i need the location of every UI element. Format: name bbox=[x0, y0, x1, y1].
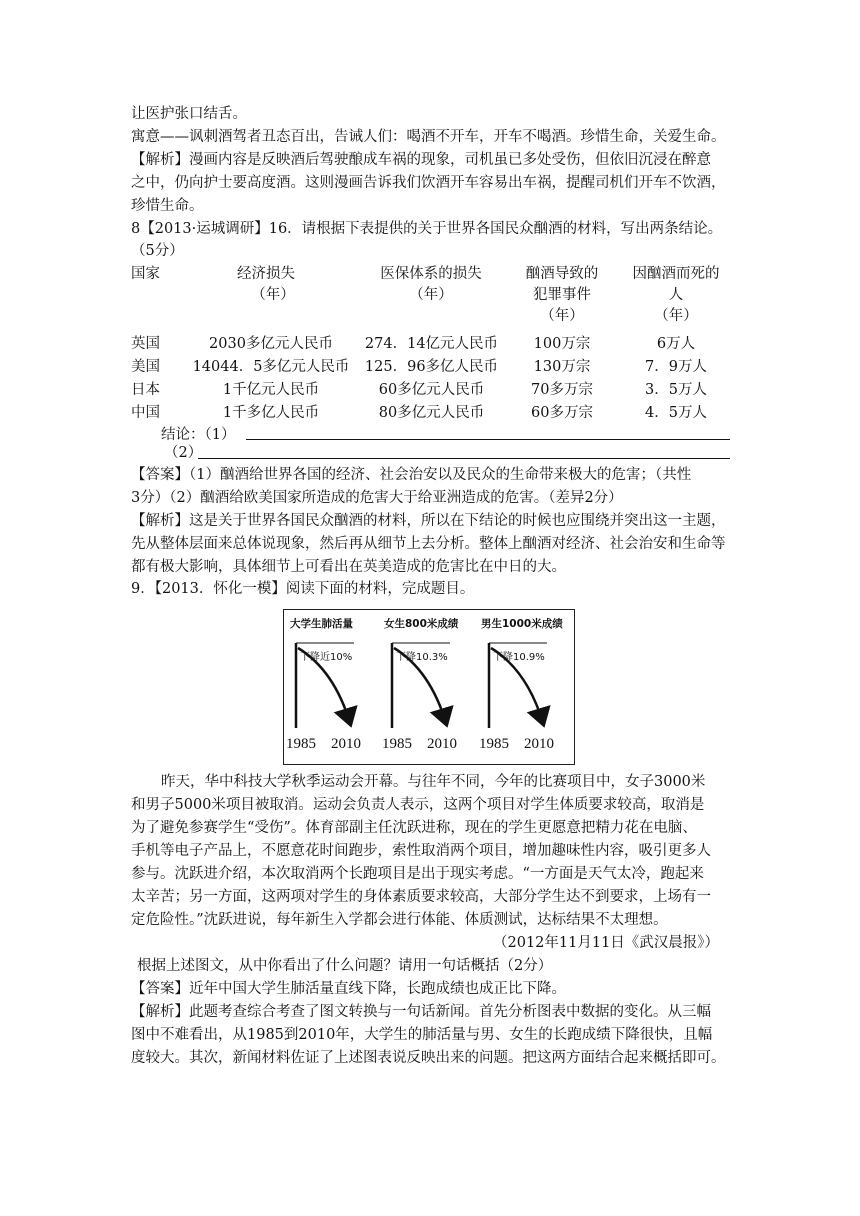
table-cell: 4．5万人 bbox=[645, 405, 707, 421]
panel-title: 女生800米成绩 bbox=[384, 618, 459, 630]
news-line: 和男子5000米项目被取消。运动会负责人表示，这两个项目对学生体质要求较高，取消是 bbox=[131, 797, 705, 813]
news-line: 太辛苦；另一方面，这两项对学生的身体素质要求较高，大部分学生达不到要求，上场有一 bbox=[131, 889, 711, 905]
table-cell: 80多亿元人民币 bbox=[378, 405, 485, 421]
conclusion-blank-1[interactable] bbox=[246, 439, 730, 440]
news-line: 为了避免参赛学生“受伤”。体育部副主任沈跃进称，现在的学生更愿意把精力花在电脑、 bbox=[131, 820, 697, 836]
news-line: 昨天，华中科技大学秋季运动会开幕。与往年不同，今年的比赛项目中，女子3000米 bbox=[161, 774, 706, 790]
year-start: 1985 bbox=[479, 736, 509, 752]
q9-analysis: 图中不难看出，从1985到2010年，大学生的肺活量与男、女生的长跑成绩下降很快，且幅 bbox=[131, 1027, 713, 1043]
table-cell: 60多亿元人民币 bbox=[378, 382, 485, 398]
year-start: 1985 bbox=[286, 736, 316, 752]
year-end: 2010 bbox=[427, 736, 457, 752]
news-line: 手机等电子产品上，不愿意花时间跑步，索性取消两个项目，增加趣味性内容，吸引更多人 bbox=[131, 843, 711, 859]
header-medical-loss: 医保体系的损失 （年） bbox=[380, 266, 482, 303]
q8-answer: 3分）（2）酗酒给欧美国家所造成的危害大于给亚洲造成的危害。（差异2分） bbox=[131, 490, 623, 506]
q8-analysis: 先从整体层面来总体说现象，然后再从细节上去分析。整体上酗酒对经济、社会治安和生命等 bbox=[131, 536, 726, 552]
conclusion-label: 结论：（1） bbox=[161, 427, 236, 443]
panel-drop-label: 下降10.3% bbox=[396, 652, 448, 663]
intro-analysis-line: 珍惜生命。 bbox=[131, 198, 204, 214]
table-cell: 日本 bbox=[131, 382, 160, 398]
decline-figure bbox=[283, 609, 575, 765]
conclusion-blank-2[interactable] bbox=[198, 458, 730, 459]
table-cell: 274．14亿元人民币 bbox=[364, 336, 499, 352]
intro-line: 让医护张口结舌。 bbox=[131, 106, 247, 122]
q8-analysis: 都有极大影响，具体细节上可看出在英美造成的危害比在中日的大。 bbox=[131, 559, 566, 575]
table-cell: 70多万宗 bbox=[531, 382, 593, 398]
header-crime: 酗酒导致的 犯罪事件 （年） bbox=[525, 266, 599, 324]
news-line: 定危险性。”沈跃进说，每年新生入学都会进行体能、体质测试，达标结果不太理想。 bbox=[131, 912, 668, 928]
q8-answer: 【答案】（1）酗酒给世界各国的经济、社会治安以及民众的生命带来极大的危害；（共性 bbox=[131, 467, 692, 483]
header-economic-loss: 经济损失 （年） bbox=[237, 266, 295, 303]
table-cell: 3．5万人 bbox=[645, 382, 707, 398]
table-cell: 60多万宗 bbox=[531, 405, 593, 421]
q9-question: 根据上述图文，从中你看出了什么问题？请用一句话概括（2分） bbox=[137, 958, 553, 974]
q8-score: （5分） bbox=[131, 243, 184, 259]
table-cell: 2030多亿元人民币 bbox=[209, 336, 333, 352]
table-cell: 100万宗 bbox=[533, 336, 591, 352]
q9-answer: 【答案】近年中国大学生肺活量直线下降，长跑成绩也成正比下降。 bbox=[131, 981, 566, 997]
q9-analysis: 度较大。其次，新闻材料佐证了上述图表说反映出来的问题。把这两方面结合起来概括即可。 bbox=[131, 1050, 726, 1066]
news-source: （2012年11月11日《武汉晨报》） bbox=[493, 935, 720, 951]
header-country: 国家 bbox=[131, 266, 160, 282]
year-start: 1985 bbox=[382, 736, 412, 752]
table-cell: 美国 bbox=[131, 359, 160, 375]
q9-analysis: 【解析】此题考查综合考查了图文转换与一句话新闻。首先分析图表中数据的变化。从三幅 bbox=[131, 1004, 711, 1020]
year-end: 2010 bbox=[524, 736, 554, 752]
table-cell: 1千多亿人民币 bbox=[222, 405, 320, 421]
header-deaths: 因酗酒而死的 人 （年） bbox=[632, 266, 720, 324]
table-cell: 130万宗 bbox=[533, 359, 591, 375]
intro-analysis-line: 【解析】漫画内容是反映酒后驾驶酿成车祸的现象，司机虽已多处受伤，但依旧沉浸在醉意 bbox=[131, 152, 711, 168]
q8-title: 8【2013·运城调研】16．请根据下表提供的关于世界各国民众酗酒的材料，写出两条结论。 bbox=[131, 221, 723, 237]
panel-drop-label: 下降10.9% bbox=[493, 652, 545, 663]
panel-title: 大学生肺活量 bbox=[290, 618, 353, 630]
conclusion-2-label: （2） bbox=[164, 445, 203, 461]
intro-analysis-line: 之中，仍向护士要高度酒。这则漫画告诉我们饮酒开车容易出车祸，提醒司机们开车不饮酒， bbox=[131, 175, 726, 191]
table-cell: 英国 bbox=[131, 336, 160, 352]
table-cell: 14044．5多亿元人民币 bbox=[192, 359, 350, 375]
year-end: 2010 bbox=[331, 736, 361, 752]
table-cell: 6万人 bbox=[656, 336, 696, 352]
moral-line: 寓意——讽刺酒驾者丑态百出，告诫人们：喝酒不开车，开车不喝酒。珍惜生命，关爱生命。 bbox=[131, 129, 726, 145]
table-cell: 1千亿元人民币 bbox=[222, 382, 320, 398]
panel-title: 男生1000米成绩 bbox=[481, 618, 563, 630]
panel-drop-label: 下降近10% bbox=[300, 652, 353, 663]
table-cell: 中国 bbox=[131, 405, 160, 421]
table-cell: 125．96多亿人民币 bbox=[364, 359, 499, 375]
q8-analysis: 【解析】这是关于世界各国民众酗酒的材料，所以在下结论的时候也应围绕并突出这一主题， bbox=[131, 513, 726, 529]
table-cell: 7．9万人 bbox=[645, 359, 707, 375]
q9-title: 9．【2013．怀化一模】阅读下面的材料，完成题目。 bbox=[131, 581, 475, 597]
news-line: 参与。沈跃进介绍，本次取消两个长跑项目是出于现实考虑。“一方面是天气太冷，跑起来 bbox=[131, 866, 704, 882]
